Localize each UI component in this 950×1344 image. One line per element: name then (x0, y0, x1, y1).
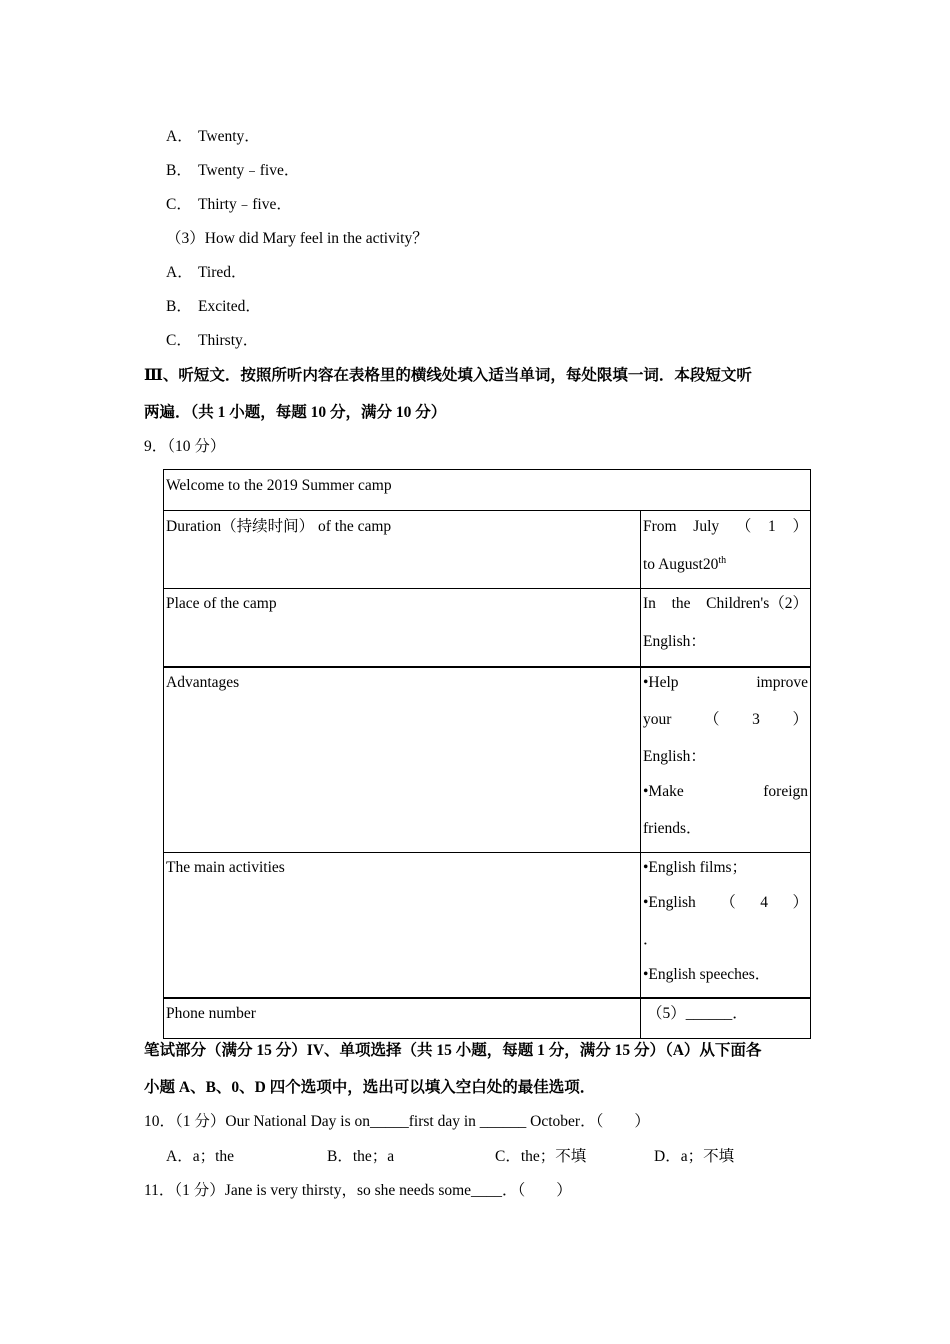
row-label: Phone number (164, 998, 641, 1039)
option-label: B． (166, 298, 192, 315)
cell-word: July (693, 518, 720, 535)
superscript: th (718, 554, 727, 566)
cell-word: ） (792, 894, 808, 911)
row-label: Duration（持续时间） of the camp (164, 511, 641, 589)
question-10-option-b: B．the；a (327, 1148, 395, 1165)
cell-word: foreign (763, 782, 809, 800)
cell-word: improve (756, 673, 809, 691)
cell-word: From (643, 518, 677, 535)
camp-info-table (163, 469, 811, 1039)
row-label: The main activities (164, 853, 641, 998)
cell-word: （ (704, 710, 720, 728)
cell-word: ） (792, 710, 808, 728)
question-9-header: 9．（10 分） (144, 438, 226, 455)
written-heading-line1: 笔试部分（满分 15 分）IV、单项选择（共 15 小题，每题 1 分，满分 15 分）（A）从下面各 (144, 1042, 762, 1059)
cell-text: English： (643, 633, 706, 650)
option-text: Twenty． (198, 128, 260, 145)
option-text: Thirsty． (198, 332, 259, 349)
table-row (164, 470, 811, 511)
cell-word: 4 (760, 894, 768, 911)
option-text: Twenty﹣five． (198, 162, 300, 179)
option-label: C． (166, 196, 192, 213)
cell-text: to August20 (643, 556, 719, 573)
row-content (641, 589, 811, 667)
option-c (166, 331, 258, 351)
option-label: B． (166, 162, 192, 179)
question-10-stem: 10．（1 分）Our National Day is on_____first day in ______ October．（ ） (144, 1113, 650, 1130)
option-a (166, 263, 247, 283)
question-10-option-a: A．a；the (166, 1148, 235, 1165)
section-heading-line2: 两遍．（共 1 小题，每题 10 分，满分 10 分） (144, 404, 447, 421)
cell-word: •Make (643, 782, 684, 800)
option-text: Thirty﹣five． (198, 196, 292, 213)
cell-text: ． (643, 931, 659, 948)
cell-word: 1 (768, 518, 776, 535)
option-label: C． (166, 332, 192, 349)
option-text: Excited． (198, 298, 261, 315)
option-label: A． (166, 128, 193, 145)
table-row (164, 853, 811, 998)
cell-word: ） (792, 518, 808, 535)
cell-word: （ (735, 518, 752, 535)
option-a (166, 127, 260, 147)
cell-word: 3 (752, 710, 760, 728)
option-b (166, 161, 299, 181)
cell-text: friends． (643, 819, 702, 837)
cell-word: •Help (643, 673, 679, 691)
table-title: Welcome to the 2019 Summer camp (164, 470, 811, 511)
cell-word: your (643, 710, 672, 728)
table-row (164, 998, 811, 1039)
table-row (164, 511, 811, 589)
option-b (166, 297, 261, 317)
cell-text: •English speeches． (643, 966, 771, 983)
cell-word: the (671, 595, 691, 612)
table-row (164, 667, 811, 853)
cell-word: •English (643, 894, 696, 911)
cell-word: （ (720, 894, 736, 911)
row-label: Advantages (164, 667, 641, 853)
cell-text: •English films； (643, 859, 748, 876)
row-content (641, 667, 811, 853)
sub-question-3: （3）How did Mary feel in the activity？ (166, 230, 428, 247)
section-heading-line1: Ⅲ、听短文．按照所听内容在表格里的横线处填入适当单词，每处限填一词．本段短文听 (144, 367, 752, 384)
row-label: Place of the camp (164, 589, 641, 667)
row-content: （5）______． (641, 998, 811, 1039)
cell-word: In (643, 595, 656, 612)
written-heading-line2: 小题 A、B、0、D 四个选项中，选出可以填入空白处的最佳选项． (144, 1079, 596, 1096)
row-content (641, 853, 811, 998)
row-content (641, 511, 811, 589)
option-c (166, 195, 292, 215)
question-10-option-c: C．the；不填 (495, 1148, 587, 1165)
question-10-option-d: D．a；不填 (654, 1148, 735, 1165)
option-text: Tired． (198, 264, 247, 281)
question-11-stem: 11．（1 分）Jane is very thirsty，so she needs some____．（ ） (144, 1182, 572, 1199)
cell-word: Children's（2） (706, 595, 808, 612)
cell-text: English： (643, 747, 706, 765)
table-row (164, 589, 811, 667)
option-label: A． (166, 264, 193, 281)
